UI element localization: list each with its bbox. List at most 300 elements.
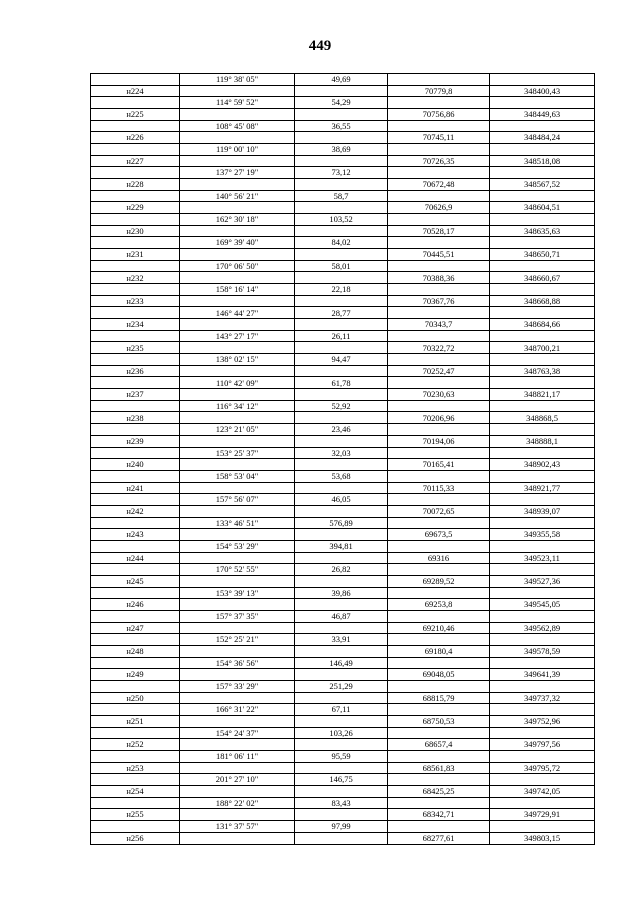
length-cell [295, 809, 388, 821]
length-cell: 33,91 [295, 634, 388, 646]
point-cell [91, 74, 180, 86]
angle-cell [180, 179, 295, 191]
angle-cell: 166° 31' 22" [180, 704, 295, 716]
length-cell [295, 342, 388, 354]
y-cell [490, 167, 595, 179]
length-cell: 97,99 [295, 821, 388, 833]
angle-cell: 143° 27' 17" [180, 330, 295, 342]
point-cell [91, 144, 180, 156]
point-cell [91, 540, 180, 552]
angle-cell: 188° 22' 02" [180, 797, 295, 809]
point-cell [91, 237, 180, 249]
segment-row [91, 634, 595, 646]
y-cell: 349742,05 [490, 785, 595, 797]
point-cell [91, 797, 180, 809]
y-cell: 348684,66 [490, 319, 595, 331]
point-cell [91, 750, 180, 762]
segment-row [91, 564, 595, 576]
angle-cell [180, 762, 295, 774]
y-cell [490, 307, 595, 319]
angle-cell [180, 692, 295, 704]
point-row [91, 179, 595, 191]
segment-row [91, 494, 595, 506]
point-cell [91, 284, 180, 296]
length-cell [295, 692, 388, 704]
y-cell [490, 494, 595, 506]
angle-cell: 154° 24' 37" [180, 727, 295, 739]
length-cell: 23,46 [295, 424, 388, 436]
coordinates-table-body [91, 74, 595, 845]
y-cell [490, 587, 595, 599]
segment-row [91, 657, 595, 669]
angle-cell: 154° 53' 29" [180, 540, 295, 552]
y-cell: 349795,72 [490, 762, 595, 774]
angle-cell: 158° 16' 14" [180, 284, 295, 296]
x-cell [388, 190, 490, 202]
point-cell [91, 424, 180, 436]
y-cell: 349752,96 [490, 715, 595, 727]
angle-cell: 123° 21' 05" [180, 424, 295, 436]
length-cell [295, 529, 388, 541]
x-cell: 70626,9 [388, 202, 490, 214]
x-cell: 70115,33 [388, 482, 490, 494]
angle-cell [180, 482, 295, 494]
point-row [91, 762, 595, 774]
y-cell [490, 797, 595, 809]
length-cell: 58,7 [295, 190, 388, 202]
point-cell: н229 [91, 202, 180, 214]
y-cell [490, 540, 595, 552]
length-cell [295, 412, 388, 424]
angle-cell: 119° 38' 05" [180, 74, 295, 86]
length-cell: 83,43 [295, 797, 388, 809]
y-cell: 348763,38 [490, 365, 595, 377]
y-cell: 348567,52 [490, 179, 595, 191]
angle-cell: 119° 00' 10" [180, 144, 295, 156]
segment-row [91, 774, 595, 786]
length-cell: 49,69 [295, 74, 388, 86]
x-cell: 70165,41 [388, 459, 490, 471]
x-cell [388, 447, 490, 459]
segment-row [91, 377, 595, 389]
point-cell: н225 [91, 109, 180, 121]
y-cell [490, 610, 595, 622]
x-cell [388, 307, 490, 319]
y-cell [490, 704, 595, 716]
point-cell [91, 517, 180, 529]
angle-cell [180, 225, 295, 237]
angle-cell: 108° 45' 08" [180, 120, 295, 132]
segment-row [91, 540, 595, 552]
y-cell: 349562,89 [490, 622, 595, 634]
y-cell: 349527,36 [490, 575, 595, 587]
length-cell [295, 622, 388, 634]
segment-row [91, 237, 595, 249]
x-cell [388, 494, 490, 506]
length-cell [295, 179, 388, 191]
x-cell [388, 750, 490, 762]
angle-cell [180, 552, 295, 564]
x-cell [388, 144, 490, 156]
point-row [91, 295, 595, 307]
y-cell: 348604,51 [490, 202, 595, 214]
y-cell: 348660,67 [490, 272, 595, 284]
y-cell [490, 120, 595, 132]
y-cell: 348484,24 [490, 132, 595, 144]
y-cell [490, 400, 595, 412]
point-cell [91, 587, 180, 599]
y-cell [490, 634, 595, 646]
x-cell [388, 564, 490, 576]
length-cell [295, 295, 388, 307]
x-cell [388, 517, 490, 529]
angle-cell [180, 365, 295, 377]
segment-row [91, 750, 595, 762]
angle-cell [180, 645, 295, 657]
point-cell: н224 [91, 85, 180, 97]
angle-cell: 157° 33' 29" [180, 680, 295, 692]
y-cell [490, 657, 595, 669]
length-cell: 26,11 [295, 330, 388, 342]
length-cell: 84,02 [295, 237, 388, 249]
segment-row [91, 517, 595, 529]
length-cell: 36,55 [295, 120, 388, 132]
y-cell [490, 97, 595, 109]
x-cell [388, 167, 490, 179]
length-cell [295, 575, 388, 587]
x-cell [388, 540, 490, 552]
x-cell [388, 330, 490, 342]
y-cell: 348902,43 [490, 459, 595, 471]
y-cell [490, 470, 595, 482]
segment-row [91, 144, 595, 156]
page-number: 449 [308, 38, 332, 54]
segment-row [91, 680, 595, 692]
y-cell: 348868,5 [490, 412, 595, 424]
point-cell [91, 330, 180, 342]
length-cell [295, 389, 388, 401]
length-cell [295, 552, 388, 564]
segment-row [91, 307, 595, 319]
point-row [91, 389, 595, 401]
x-cell [388, 74, 490, 86]
length-cell: 32,03 [295, 447, 388, 459]
x-cell: 70756,86 [388, 109, 490, 121]
length-cell: 94,47 [295, 354, 388, 366]
point-cell: н231 [91, 249, 180, 261]
length-cell [295, 762, 388, 774]
point-cell: н247 [91, 622, 180, 634]
segment-row [91, 821, 595, 833]
y-cell [490, 260, 595, 272]
y-cell: 348449,63 [490, 109, 595, 121]
y-cell [490, 564, 595, 576]
point-cell [91, 821, 180, 833]
segment-row [91, 704, 595, 716]
length-cell [295, 319, 388, 331]
length-cell [295, 505, 388, 517]
point-row [91, 435, 595, 447]
point-cell [91, 120, 180, 132]
angle-cell: 146° 44' 27" [180, 307, 295, 319]
point-cell [91, 214, 180, 226]
x-cell: 70206,96 [388, 412, 490, 424]
angle-cell: 110° 42' 09" [180, 377, 295, 389]
point-cell: н244 [91, 552, 180, 564]
y-cell: 349355,58 [490, 529, 595, 541]
x-cell: 70672,48 [388, 179, 490, 191]
length-cell: 52,92 [295, 400, 388, 412]
point-cell [91, 704, 180, 716]
angle-cell: 137° 27' 19" [180, 167, 295, 179]
y-cell: 348400,43 [490, 85, 595, 97]
length-cell: 28,77 [295, 307, 388, 319]
angle-cell [180, 342, 295, 354]
angle-cell: 140° 56' 21" [180, 190, 295, 202]
segment-row [91, 727, 595, 739]
y-cell [490, 680, 595, 692]
angle-cell: 162° 30' 18" [180, 214, 295, 226]
point-cell [91, 167, 180, 179]
y-cell: 349545,05 [490, 599, 595, 611]
length-cell: 53,68 [295, 470, 388, 482]
angle-cell: 153° 25' 37" [180, 447, 295, 459]
y-cell [490, 144, 595, 156]
point-row [91, 809, 595, 821]
length-cell: 73,12 [295, 167, 388, 179]
angle-cell: 170° 52' 55" [180, 564, 295, 576]
angle-cell [180, 155, 295, 167]
x-cell: 70367,76 [388, 295, 490, 307]
angle-cell [180, 412, 295, 424]
point-cell: н239 [91, 435, 180, 447]
x-cell: 68342,71 [388, 809, 490, 821]
length-cell: 38,69 [295, 144, 388, 156]
segment-row [91, 470, 595, 482]
point-row [91, 155, 595, 167]
point-cell: н235 [91, 342, 180, 354]
point-cell [91, 400, 180, 412]
x-cell [388, 284, 490, 296]
angle-cell [180, 109, 295, 121]
length-cell [295, 272, 388, 284]
x-cell: 69180,4 [388, 645, 490, 657]
point-row [91, 109, 595, 121]
point-cell: н238 [91, 412, 180, 424]
x-cell: 70388,36 [388, 272, 490, 284]
x-cell [388, 237, 490, 249]
angle-cell [180, 575, 295, 587]
angle-cell: 153° 39' 13" [180, 587, 295, 599]
length-cell [295, 202, 388, 214]
length-cell [295, 85, 388, 97]
length-cell: 146,75 [295, 774, 388, 786]
angle-cell [180, 739, 295, 751]
angle-cell [180, 272, 295, 284]
x-cell [388, 424, 490, 436]
point-row [91, 785, 595, 797]
x-cell: 69048,05 [388, 669, 490, 681]
y-cell [490, 424, 595, 436]
segment-row [91, 167, 595, 179]
y-cell [490, 330, 595, 342]
x-cell [388, 354, 490, 366]
y-cell: 348650,71 [490, 249, 595, 261]
point-row [91, 132, 595, 144]
length-cell [295, 669, 388, 681]
point-cell: н253 [91, 762, 180, 774]
x-cell: 70726,35 [388, 155, 490, 167]
point-cell [91, 260, 180, 272]
y-cell: 348668,88 [490, 295, 595, 307]
angle-cell [180, 669, 295, 681]
angle-cell: 138° 02' 15" [180, 354, 295, 366]
angle-cell: 157° 37' 35" [180, 610, 295, 622]
x-cell [388, 470, 490, 482]
point-cell: н228 [91, 179, 180, 191]
angle-cell: 133° 46' 51" [180, 517, 295, 529]
x-cell [388, 97, 490, 109]
point-cell [91, 634, 180, 646]
segment-row [91, 447, 595, 459]
y-cell [490, 377, 595, 389]
length-cell: 103,52 [295, 214, 388, 226]
point-cell: н256 [91, 832, 180, 844]
segment-row [91, 214, 595, 226]
x-cell: 69316 [388, 552, 490, 564]
point-row [91, 412, 595, 424]
x-cell: 68750,53 [388, 715, 490, 727]
y-cell: 349803,15 [490, 832, 595, 844]
x-cell: 70779,8 [388, 85, 490, 97]
angle-cell [180, 459, 295, 471]
point-row [91, 739, 595, 751]
x-cell: 69210,46 [388, 622, 490, 634]
point-row [91, 319, 595, 331]
y-cell [490, 727, 595, 739]
y-cell: 349578,59 [490, 645, 595, 657]
x-cell: 70745,11 [388, 132, 490, 144]
point-cell [91, 774, 180, 786]
length-cell [295, 459, 388, 471]
point-row [91, 529, 595, 541]
point-row [91, 832, 595, 844]
point-cell: н251 [91, 715, 180, 727]
point-cell: н254 [91, 785, 180, 797]
y-cell [490, 74, 595, 86]
x-cell [388, 587, 490, 599]
angle-cell: 131° 37' 57" [180, 821, 295, 833]
segment-row [91, 260, 595, 272]
angle-cell: 201° 27' 10" [180, 774, 295, 786]
angle-cell [180, 832, 295, 844]
length-cell [295, 109, 388, 121]
point-row [91, 365, 595, 377]
x-cell: 68561,83 [388, 762, 490, 774]
x-cell [388, 400, 490, 412]
point-cell [91, 354, 180, 366]
angle-cell: 152° 25' 21" [180, 634, 295, 646]
angle-cell [180, 599, 295, 611]
angle-cell [180, 435, 295, 447]
point-row [91, 622, 595, 634]
point-cell: н242 [91, 505, 180, 517]
y-cell [490, 214, 595, 226]
point-row [91, 645, 595, 657]
y-cell [490, 284, 595, 296]
segment-row [91, 400, 595, 412]
angle-cell [180, 202, 295, 214]
angle-cell [180, 249, 295, 261]
x-cell [388, 680, 490, 692]
point-cell [91, 494, 180, 506]
angle-cell [180, 529, 295, 541]
length-cell [295, 599, 388, 611]
length-cell [295, 155, 388, 167]
y-cell: 349523,11 [490, 552, 595, 564]
point-cell: н250 [91, 692, 180, 704]
angle-cell [180, 622, 295, 634]
angle-cell [180, 809, 295, 821]
length-cell [295, 739, 388, 751]
angle-cell: 158° 53' 04" [180, 470, 295, 482]
y-cell [490, 821, 595, 833]
x-cell: 68425,25 [388, 785, 490, 797]
y-cell [490, 517, 595, 529]
x-cell: 68815,79 [388, 692, 490, 704]
segment-row [91, 797, 595, 809]
point-cell [91, 564, 180, 576]
point-cell: н227 [91, 155, 180, 167]
point-row [91, 692, 595, 704]
length-cell: 61,78 [295, 377, 388, 389]
point-cell: н241 [91, 482, 180, 494]
angle-cell: 170° 06' 50" [180, 260, 295, 272]
point-row [91, 342, 595, 354]
x-cell: 70322,72 [388, 342, 490, 354]
x-cell [388, 704, 490, 716]
length-cell: 67,11 [295, 704, 388, 716]
length-cell: 58,01 [295, 260, 388, 272]
point-cell: н252 [91, 739, 180, 751]
y-cell: 348635,63 [490, 225, 595, 237]
point-row [91, 85, 595, 97]
x-cell: 68277,61 [388, 832, 490, 844]
y-cell [490, 447, 595, 459]
length-cell [295, 365, 388, 377]
x-cell [388, 774, 490, 786]
angle-cell: 154° 36' 56" [180, 657, 295, 669]
point-cell [91, 377, 180, 389]
x-cell [388, 727, 490, 739]
angle-cell: 114° 59' 52" [180, 97, 295, 109]
x-cell: 70445,51 [388, 249, 490, 261]
segment-row [91, 97, 595, 109]
segment-row [91, 610, 595, 622]
y-cell: 348700,21 [490, 342, 595, 354]
length-cell [295, 715, 388, 727]
y-cell [490, 750, 595, 762]
x-cell [388, 610, 490, 622]
length-cell: 26,82 [295, 564, 388, 576]
length-cell [295, 832, 388, 844]
length-cell: 39,86 [295, 587, 388, 599]
x-cell [388, 634, 490, 646]
y-cell [490, 190, 595, 202]
coordinates-table [90, 73, 595, 845]
length-cell [295, 482, 388, 494]
y-cell [490, 237, 595, 249]
